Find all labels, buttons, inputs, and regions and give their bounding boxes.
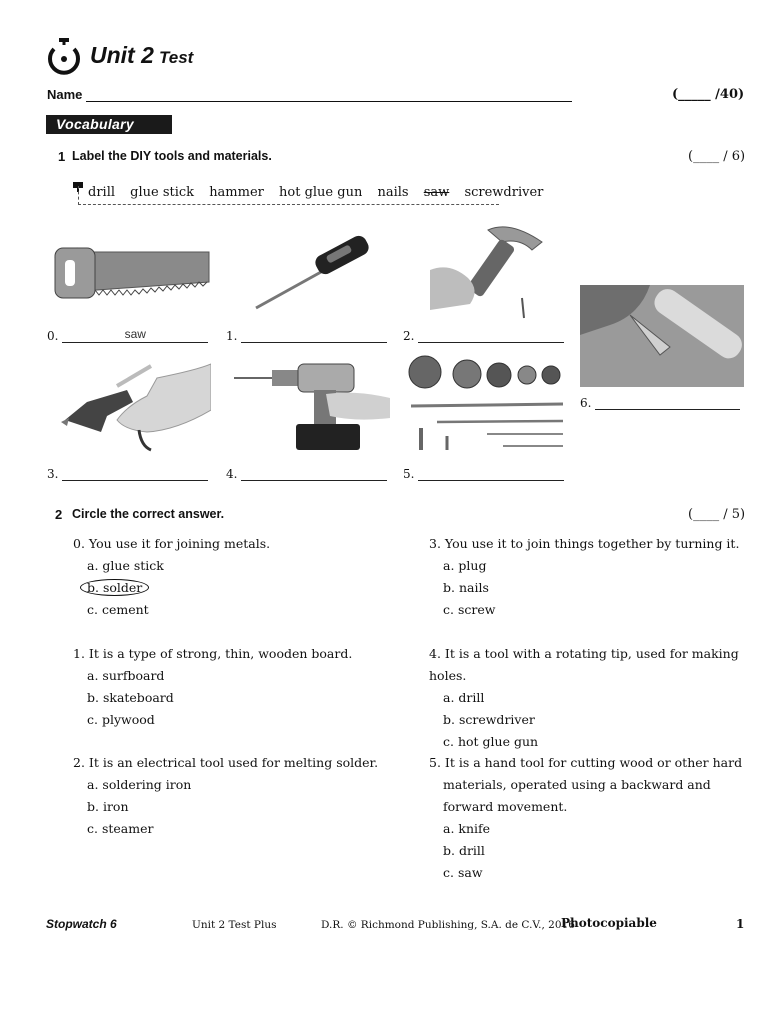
word-screwdriver: screwdriver <box>464 185 544 200</box>
label-0 <box>47 328 208 343</box>
word-hammer: hammer <box>209 185 264 200</box>
name-label: Name <box>47 87 83 102</box>
question-5 <box>429 752 742 884</box>
question-2-option-b[interactable]: b. iron <box>87 799 129 814</box>
word-hot-glue-gun: hot glue gun <box>279 185 363 200</box>
word-glue-stick: glue stick <box>130 185 195 200</box>
label-0-num: 0. <box>47 329 59 343</box>
question-1-option-a[interactable]: a. surfboard <box>87 668 165 683</box>
question-3-stem: 3. You use it to join things together by turning it. <box>429 536 740 551</box>
hot-glue-gun-image <box>47 350 211 454</box>
label-6 <box>580 395 740 410</box>
question-1-option-b[interactable]: b. skateboard <box>87 690 174 705</box>
label-6-answer-field[interactable] <box>595 395 740 410</box>
label-4-answer-field[interactable] <box>241 466 387 481</box>
title-unit: Unit 2 <box>90 42 154 68</box>
footer-unit: Unit 2 Test Plus <box>192 919 277 931</box>
label-2-num: 2. <box>403 329 415 343</box>
question-3-option-b[interactable]: b. nails <box>443 580 489 595</box>
label-1-num: 1. <box>226 329 238 343</box>
label-6-num: 6. <box>580 396 592 410</box>
label-3-num: 3. <box>47 467 59 481</box>
question-2-stem: 2. It is an electrical tool used for melting solder. <box>73 755 379 770</box>
question-5-option-a[interactable]: a. knife <box>443 821 491 836</box>
question-2-option-c[interactable]: c. steamer <box>87 821 154 836</box>
name-field[interactable] <box>86 101 572 102</box>
question-5-stem-line-2: materials, operated using a backward and <box>443 777 711 792</box>
question-1 <box>73 643 352 731</box>
drill-image <box>226 350 390 454</box>
label-3 <box>47 466 208 481</box>
footer-photocopiable: Photocopiable <box>561 916 657 930</box>
label-5 <box>403 466 564 481</box>
question-5-option-b[interactable]: b. drill <box>443 843 485 858</box>
nails-image <box>403 350 567 454</box>
question-3-option-c[interactable]: c. screw <box>443 602 496 617</box>
page-number: 1 <box>736 917 745 931</box>
question-4-option-b[interactable]: b. screwdriver <box>443 712 535 727</box>
question-0 <box>73 533 270 621</box>
exercise2-instruction: Circle the correct answer. <box>72 507 225 521</box>
question-0-stem: 0. You use it for joining metals. <box>73 536 271 551</box>
question-4-stem: 4. It is a tool with a rotating tip, used for making holes. <box>429 646 739 683</box>
question-3-option-a[interactable]: a. plug <box>443 558 487 573</box>
exercise1-score: (____ / 6) <box>688 149 746 164</box>
label-3-answer-field[interactable] <box>62 466 208 481</box>
question-1-option-c[interactable]: c. plywood <box>87 712 155 727</box>
label-0-answer: saw <box>124 327 146 341</box>
hammer-image <box>430 220 546 320</box>
label-2-answer-field[interactable] <box>418 328 564 343</box>
question-5-stem-line-1: 5. It is a hand tool for cutting wood or other hard <box>429 755 743 770</box>
screwdriver-image <box>226 220 390 320</box>
label-5-num: 5. <box>403 467 415 481</box>
question-4 <box>429 643 768 753</box>
label-0-answer-field[interactable] <box>62 328 208 343</box>
word-drill: drill <box>88 185 116 200</box>
title-test: Test <box>158 48 194 67</box>
word-saw: saw <box>423 185 450 200</box>
question-1-stem: 1. It is a type of strong, thin, wooden board. <box>73 646 353 661</box>
question-4-option-a[interactable]: a. drill <box>443 690 485 705</box>
glue-stick-image <box>580 285 744 387</box>
question-5-stem-line-3: forward movement. <box>443 799 568 814</box>
exercise1-number: 1 <box>58 149 66 164</box>
question-2 <box>73 752 378 840</box>
section-vocabulary: Vocabulary <box>46 115 172 134</box>
question-0-option-a[interactable]: a. glue stick <box>87 558 164 573</box>
saw-image <box>47 220 211 320</box>
total-score: (_____ /40) <box>672 87 745 102</box>
footer-copyright: D.R. © Richmond Publishing, S.A. de C.V., 2016 <box>321 919 575 931</box>
question-5-option-c[interactable]: c. saw <box>443 865 483 880</box>
question-0-option-c[interactable]: c. cement <box>87 602 149 617</box>
question-2-option-a[interactable]: a. soldering iron <box>87 777 192 792</box>
label-5-answer-field[interactable] <box>418 466 564 481</box>
stopwatch-logo-icon <box>46 37 82 75</box>
question-3 <box>429 533 739 621</box>
label-1 <box>226 328 387 343</box>
label-4 <box>226 466 387 481</box>
page-title <box>90 42 193 69</box>
word-bank-items <box>88 185 554 200</box>
circled-answer: b. solder <box>80 579 149 596</box>
label-2 <box>403 328 564 343</box>
word-nails: nails <box>377 185 409 200</box>
label-4-num: 4. <box>226 467 238 481</box>
question-0-option-b[interactable] <box>73 577 270 599</box>
exercise2-number: 2 <box>55 507 63 522</box>
exercise2-score: (____ / 5) <box>688 507 746 522</box>
footer-brand: Stopwatch 6 <box>46 917 117 931</box>
label-1-answer-field[interactable] <box>241 328 387 343</box>
question-4-option-c[interactable]: c. hot glue gun <box>443 734 539 749</box>
exercise1-instruction: Label the DIY tools and materials. <box>72 149 272 163</box>
